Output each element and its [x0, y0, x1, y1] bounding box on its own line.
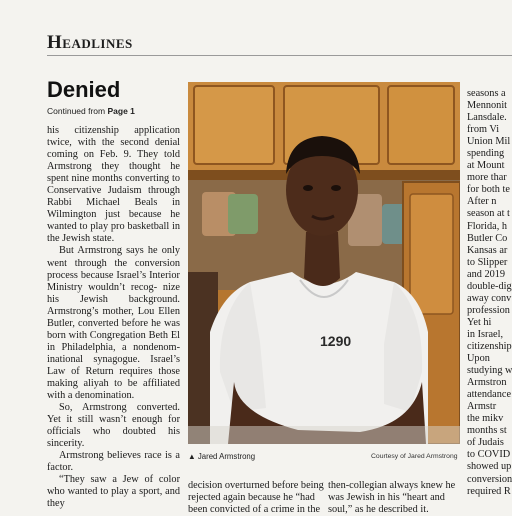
paragraph: Armstrong believes race is a factor. — [47, 450, 180, 474]
continued-from-line — [47, 106, 135, 116]
text-line: soul,” as he described it. — [328, 504, 429, 516]
text-line: to Slipper — [467, 256, 508, 268]
article-column-right-cropped — [467, 88, 512, 498]
paragraph: But Armstrong says he only went through the conversion process because Israel’s Interior Ministry wouldn’t recog- nize his Jewish background. Armstrong’s mother, Lou Ellen Butler, converted before he was born with Congregation Beth El in Philadelphia, a nondenom- inational synagogue. Israel’s Law of Return requires those making aliyah to be affiliated with a denomination. — [47, 245, 180, 402]
photo-credit: Courtesy of Jared Armstrong — [371, 453, 458, 460]
text-line: and 2019 — [467, 268, 506, 280]
text-line: Butler Co — [467, 232, 508, 244]
article-column-middle-right — [328, 480, 463, 516]
text-line: double-dig — [467, 280, 512, 292]
photo-illustration — [188, 82, 460, 444]
text-line: from Vi — [467, 124, 500, 136]
text-line: Upon — [467, 353, 490, 365]
text-line: months st — [467, 425, 507, 437]
article-column-left — [47, 125, 180, 511]
text-line: attendance — [467, 389, 512, 401]
text-line: for both te — [467, 184, 510, 196]
photo-caption — [188, 452, 255, 461]
article-headline: Denied — [47, 77, 121, 102]
text-line: showed up — [467, 461, 512, 473]
section-title: Headlines — [47, 32, 133, 53]
text-line: at Mount — [467, 160, 505, 172]
text-line: been convicted of a crime in the — [188, 504, 321, 516]
text-line: spending — [467, 148, 505, 160]
text-line: to COVID — [467, 449, 511, 461]
text-line: in Israel, — [467, 328, 504, 340]
paragraph: So, Armstrong converted. Yet it still wasn’t enough for officials who doubted his sincerity. — [47, 402, 180, 450]
svg-text:1290: 1290 — [320, 333, 352, 349]
text-line: Mennonit — [467, 100, 508, 112]
text-line: studying w — [467, 365, 512, 377]
text-line: Yet hi — [467, 316, 492, 328]
text-line: seasons a — [467, 88, 506, 99]
text-line: season at t — [467, 208, 510, 220]
text-line: rejected again because he “had — [188, 492, 315, 504]
portrait-photo — [188, 82, 460, 444]
paragraph: “They saw a Jew of color who wanted to play a sport, and they — [47, 474, 181, 510]
text-line: After n — [467, 196, 497, 208]
paragraph: his citizenship application twice, with the second denial coming on Feb. 9. They told Armstrong they thought he spent nine months converting to Conservative Judaism through Rabbi Michael Beals in Wilmington just because he wanted to play pro basketball in the Jewish state. — [47, 125, 180, 245]
continued-prefix: Continued from — [47, 106, 108, 116]
text-line: of Judais — [467, 437, 504, 449]
text-line: Union Mil — [467, 136, 511, 148]
text-line: then-collegian always knew he — [328, 480, 456, 491]
continued-page-link[interactable]: Page 1 — [107, 106, 135, 116]
text-line: profession — [467, 304, 510, 316]
text-line: Lansdale. — [467, 112, 507, 124]
text-line: conversion — [467, 473, 512, 485]
caption-triangle-icon: ▲ — [188, 452, 196, 461]
text-line: Florida, h — [467, 220, 508, 232]
text-line: required R — [467, 485, 511, 497]
text-line: decision overturned before being — [188, 480, 324, 491]
text-line: citizenship — [467, 340, 512, 352]
caption-name: Jared Armstrong — [197, 452, 256, 461]
text-line: Armstron — [467, 377, 507, 389]
text-line: more thar — [467, 172, 507, 184]
text-line: was Jewish in his “heart and — [328, 492, 445, 504]
text-line: away conv — [467, 292, 512, 304]
text-line: Armstr — [467, 401, 497, 413]
text-line: Kansas ar — [467, 244, 508, 256]
text-line: the mikv — [467, 413, 504, 425]
section-divider — [47, 55, 512, 56]
